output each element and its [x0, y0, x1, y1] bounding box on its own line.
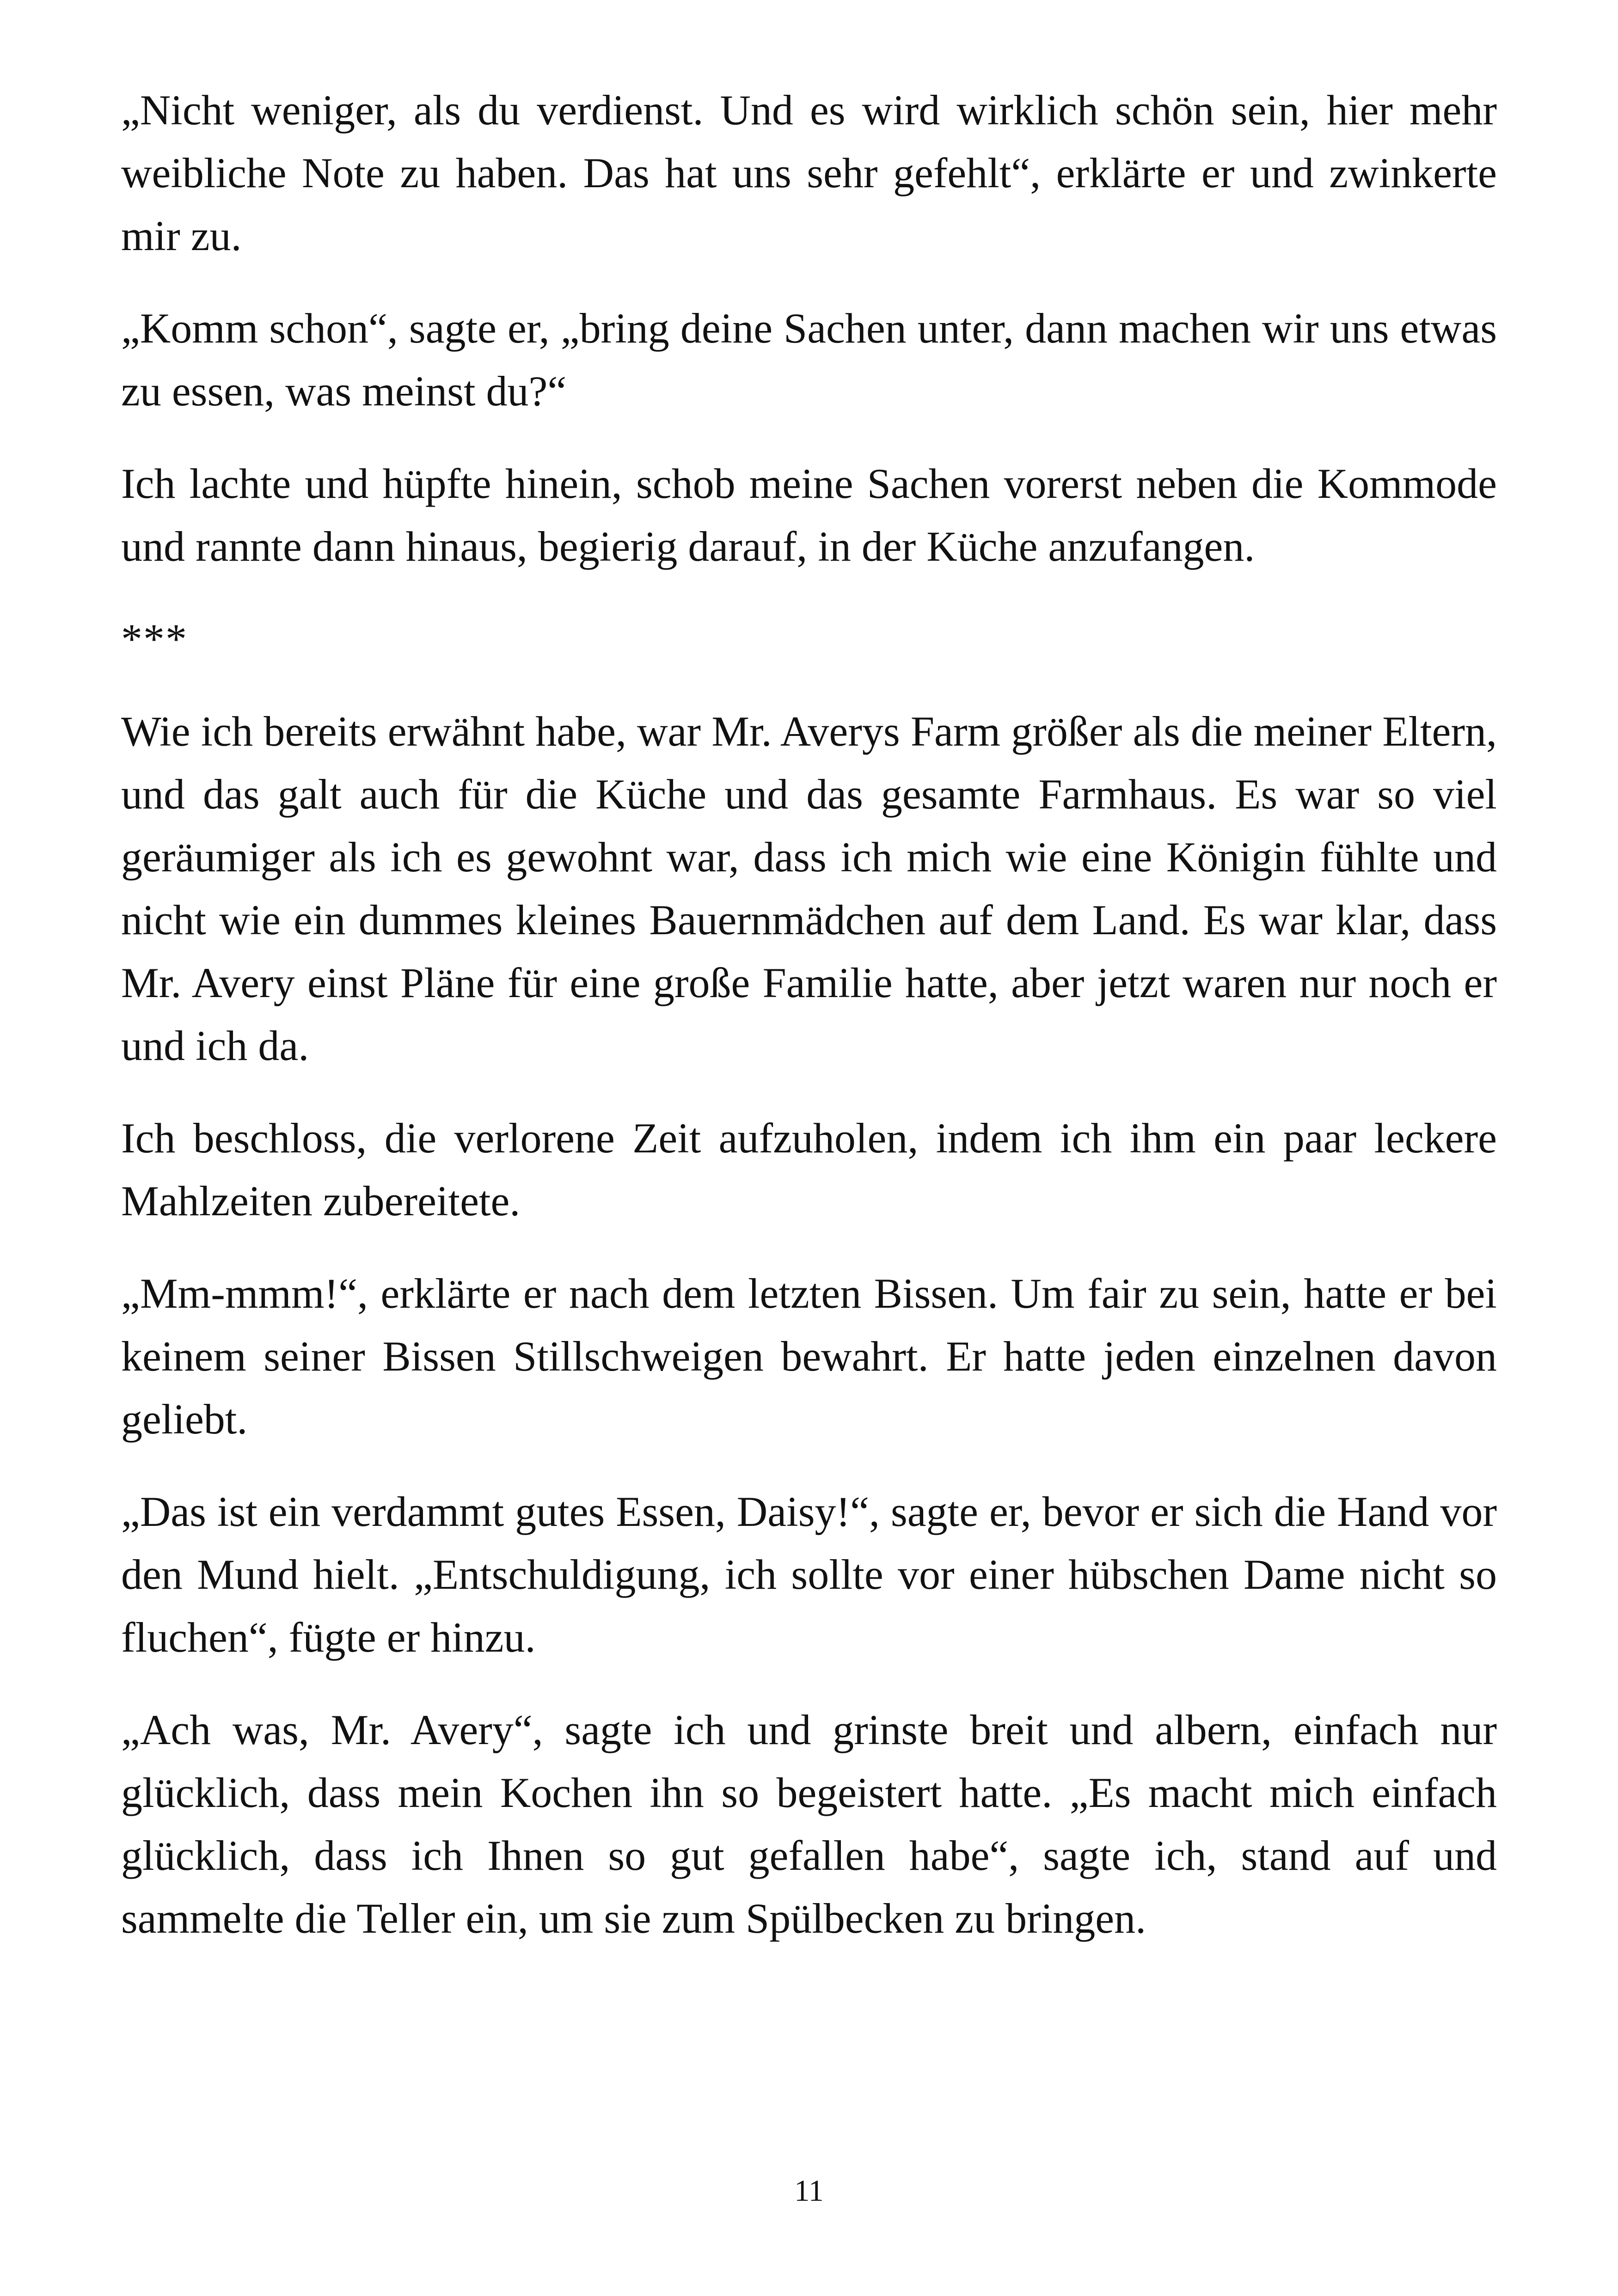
- paragraph-1: „Nicht weniger, als du verdienst. Und es wird wirklich schön sein, hier mehr weibliche Note zu haben. Das hat uns sehr gefehlt“, erklärte er und zwinkerte mir zu.: [121, 86, 1497, 259]
- section-separator: ***: [121, 615, 188, 662]
- paragraph-4: Wie ich bereits erwähnt habe, war Mr. Averys Farm größer als die meiner Eltern, und das galt auch für die Küche und das gesamte Farmhaus. Es war so viel geräumiger als ich es gewohnt war, dass ich mich wie eine Königin fühlte und nicht wie ein dummes kleines Bauernmädchen auf dem Land. Es war klar, dass Mr. Avery einst Pläne für eine große Familie hatte, aber jetzt waren nur noch er und ich da.: [121, 708, 1497, 1069]
- paragraph-6: „Mm-mmm!“, erklärte er nach dem letzten Bissen. Um fair zu sein, hatte er bei keinem seiner Bissen Stillschweigen bewahrt. Er hatte jeden einzelnen davon geliebt.: [121, 1270, 1497, 1443]
- paragraph-2: „Komm schon“, sagte er, „bring deine Sachen unter, dann machen wir uns etwas zu essen, was meinst du?“: [121, 305, 1497, 415]
- paragraph-7: „Das ist ein verdammt gutes Essen, Daisy!“, sagte er, bevor er sich die Hand vor den Mund hielt. „Entschuldigung, ich sollte vor einer hübschen Dame nicht so fluchen“, fügte er hinzu.: [121, 1488, 1497, 1661]
- body-text: [121, 79, 1497, 1979]
- paragraph-8: „Ach was, Mr. Avery“, sagte ich und grinste breit und albern, einfach nur glücklich, dass mein Kochen ihn so begeistert hatte. „Es macht mich einfach glücklich, dass ich Ihnen so gut gefallen habe“, sagte ich, stand auf und sammelte die Teller ein, um sie zum Spülbecken zu bringen.: [121, 1706, 1497, 1942]
- paragraph-5: Ich beschloss, die verlorene Zeit aufzuholen, indem ich ihm ein paar leckere Mahlzeiten zubereitete.: [121, 1114, 1497, 1225]
- page-number: 11: [794, 2174, 824, 2208]
- paragraph-3: Ich lachte und hüpfte hinein, schob meine Sachen vorerst neben die Kommode und rannte dann hinaus, begierig darauf, in der Küche anzufangen.: [121, 460, 1497, 570]
